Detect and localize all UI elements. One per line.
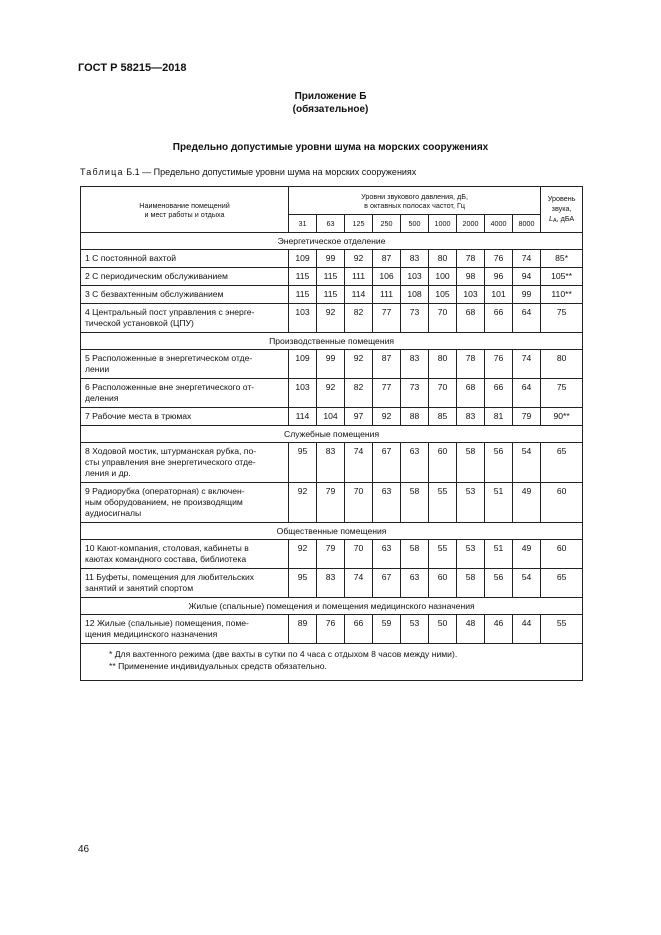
- sound-pressure-value: 74: [513, 350, 541, 379]
- room-name: 1 С постоянной вахтой: [81, 250, 289, 268]
- sound-pressure-value: 87: [373, 350, 401, 379]
- table-caption-number: Б.1: [126, 167, 140, 177]
- sound-pressure-value: 59: [373, 615, 401, 644]
- column-header-sound-level: Уровень звука, LA, дБА: [541, 187, 583, 233]
- sound-pressure-value: 94: [513, 268, 541, 286]
- sound-pressure-value: 83: [457, 408, 485, 426]
- sound-pressure-value: 103: [289, 304, 317, 333]
- sound-pressure-value: 106: [373, 268, 401, 286]
- table-row: [81, 286, 583, 304]
- sound-pressure-value: 92: [289, 483, 317, 523]
- room-name: 7 Рабочие места в трюмах: [81, 408, 289, 426]
- sound-level-value: 80: [541, 350, 583, 379]
- room-name: 11 Буфеты, помещения для любительских занятий и занятий спортом: [81, 569, 289, 598]
- sound-pressure-value: 83: [401, 250, 429, 268]
- sound-pressure-value: 58: [457, 443, 485, 483]
- sound-pressure-value: 68: [457, 379, 485, 408]
- sound-pressure-value: 97: [345, 408, 373, 426]
- sound-pressure-value: 63: [401, 443, 429, 483]
- sound-pressure-value: 76: [317, 615, 345, 644]
- sound-pressure-value: 66: [485, 379, 513, 408]
- sound-level-value: 110**: [541, 286, 583, 304]
- sound-pressure-value: 54: [513, 443, 541, 483]
- sound-pressure-value: 66: [485, 304, 513, 333]
- sound-pressure-value: 109: [289, 250, 317, 268]
- sound-pressure-value: 53: [401, 615, 429, 644]
- sound-pressure-value: 92: [317, 379, 345, 408]
- sound-pressure-value: 115: [289, 268, 317, 286]
- section-row: [81, 598, 583, 615]
- table-row: [81, 304, 583, 333]
- room-name: 2 С периодическим обслуживанием: [81, 268, 289, 286]
- sound-pressure-value: 74: [345, 569, 373, 598]
- noise-levels-table: [80, 186, 583, 681]
- section-title: Жилые (спальные) помещения и помещения медицинского назначения: [81, 598, 583, 615]
- table-row: [81, 615, 583, 644]
- sound-pressure-value: 74: [345, 443, 373, 483]
- sound-level-value: 85*: [541, 250, 583, 268]
- sound-pressure-value: 77: [373, 379, 401, 408]
- sound-pressure-value: 96: [485, 268, 513, 286]
- sound-pressure-value: 63: [373, 540, 401, 569]
- section-title: Служебные помещения: [81, 426, 583, 443]
- sound-level-value: 75: [541, 379, 583, 408]
- sound-pressure-value: 82: [345, 379, 373, 408]
- sound-pressure-value: 73: [401, 379, 429, 408]
- section-row: [81, 233, 583, 250]
- sound-pressure-value: 115: [317, 286, 345, 304]
- sound-pressure-value: 49: [513, 540, 541, 569]
- sound-pressure-value: 100: [429, 268, 457, 286]
- sound-pressure-value: 70: [429, 304, 457, 333]
- sound-pressure-value: 83: [401, 350, 429, 379]
- sound-pressure-value: 51: [485, 483, 513, 523]
- table-caption: [80, 167, 416, 177]
- sound-pressure-value: 83: [317, 569, 345, 598]
- sound-pressure-value: 60: [429, 569, 457, 598]
- section-title: Производственные помещения: [81, 333, 583, 350]
- room-name: 9 Радиорубка (операторная) с включен- ным оборудованием, не производящим аудиосигналы: [81, 483, 289, 523]
- sound-pressure-value: 53: [457, 540, 485, 569]
- sound-pressure-value: 58: [457, 569, 485, 598]
- table-row: [81, 569, 583, 598]
- sound-pressure-value: 63: [401, 569, 429, 598]
- sound-pressure-value: 73: [401, 304, 429, 333]
- sound-pressure-value: 111: [373, 286, 401, 304]
- sound-pressure-value: 58: [401, 483, 429, 523]
- sound-pressure-value: 79: [513, 408, 541, 426]
- sound-pressure-value: 58: [401, 540, 429, 569]
- column-header-name: Наименование помещений и мест работы и отдыха: [81, 187, 289, 233]
- room-name: 4 Центральный пост управления с энерге- тической установкой (ЦПУ): [81, 304, 289, 333]
- frequency-header: 125: [345, 215, 373, 233]
- sound-pressure-value: 115: [289, 286, 317, 304]
- sound-pressure-value: 103: [401, 268, 429, 286]
- sound-pressure-value: 66: [345, 615, 373, 644]
- sound-pressure-value: 81: [485, 408, 513, 426]
- sound-pressure-value: 55: [429, 540, 457, 569]
- sound-level-value: 60: [541, 483, 583, 523]
- sound-pressure-value: 64: [513, 304, 541, 333]
- document-id: ГОСТ Р 58215—2018: [78, 62, 187, 74]
- table-note: * Для вахтенного режима (две вахты в сутки по 4 часа с отдыхом 8 часов между ними).: [109, 649, 458, 659]
- sound-pressure-value: 99: [513, 286, 541, 304]
- sound-pressure-value: 78: [457, 350, 485, 379]
- frequency-header: 250: [373, 215, 401, 233]
- sound-pressure-value: 103: [289, 379, 317, 408]
- sound-pressure-value: 56: [485, 569, 513, 598]
- sound-pressure-value: 92: [373, 408, 401, 426]
- sound-pressure-value: 92: [317, 304, 345, 333]
- section-row: [81, 523, 583, 540]
- table-row: [81, 483, 583, 523]
- sound-pressure-value: 74: [513, 250, 541, 268]
- frequency-header: 500: [401, 215, 429, 233]
- sound-level-value: 105**: [541, 268, 583, 286]
- sound-pressure-value: 114: [345, 286, 373, 304]
- sound-pressure-value: 70: [429, 379, 457, 408]
- table-row: [81, 350, 583, 379]
- sound-pressure-value: 80: [429, 350, 457, 379]
- table-caption-label: Таблица: [80, 167, 124, 177]
- sound-pressure-value: 92: [345, 250, 373, 268]
- sound-pressure-value: 51: [485, 540, 513, 569]
- frequency-header: 31: [289, 215, 317, 233]
- sound-pressure-value: 78: [457, 250, 485, 268]
- sound-level-value: 65: [541, 443, 583, 483]
- sound-pressure-value: 109: [289, 350, 317, 379]
- sound-pressure-value: 67: [373, 443, 401, 483]
- sound-pressure-value: 79: [317, 540, 345, 569]
- sound-pressure-value: 50: [429, 615, 457, 644]
- table-row: [81, 268, 583, 286]
- sound-pressure-value: 92: [289, 540, 317, 569]
- table-notes: [81, 644, 583, 681]
- frequency-header: 2000: [457, 215, 485, 233]
- sound-pressure-value: 63: [373, 483, 401, 523]
- main-title: Предельно допустимые уровни шума на морских сооружениях: [172, 142, 489, 153]
- section-title: Энергетическое отделение: [81, 233, 583, 250]
- appendix-title: Приложение Б: [294, 91, 367, 102]
- sound-pressure-value: 83: [317, 443, 345, 483]
- sound-pressure-value: 64: [513, 379, 541, 408]
- sound-level-value: 55: [541, 615, 583, 644]
- sound-pressure-value: 95: [289, 443, 317, 483]
- sound-pressure-value: 108: [401, 286, 429, 304]
- sound-pressure-value: 87: [373, 250, 401, 268]
- table-row: [81, 540, 583, 569]
- table-row: [81, 443, 583, 483]
- sound-pressure-value: 48: [457, 615, 485, 644]
- section-row: [81, 333, 583, 350]
- sound-pressure-value: 67: [373, 569, 401, 598]
- sound-pressure-value: 53: [457, 483, 485, 523]
- sound-level-value: 60: [541, 540, 583, 569]
- sound-level-value: 75: [541, 304, 583, 333]
- sound-pressure-value: 76: [485, 350, 513, 379]
- table-note: ** Применение индивидуальных средств обязательно.: [109, 661, 327, 671]
- room-name: 10 Кают-компания, столовая, кабинеты в каютах командного состава, библиотека: [81, 540, 289, 569]
- table-row: [81, 379, 583, 408]
- sound-pressure-value: 70: [345, 540, 373, 569]
- sound-level-value: 90**: [541, 408, 583, 426]
- sound-pressure-value: 46: [485, 615, 513, 644]
- room-name: 6 Расположенные вне энергетического от- деления: [81, 379, 289, 408]
- sound-pressure-value: 77: [373, 304, 401, 333]
- room-name: 8 Ходовой мостик, штурманская рубка, по- сты управления вне энергетического отде- ления и др.: [81, 443, 289, 483]
- sound-pressure-value: 49: [513, 483, 541, 523]
- sound-level-value: 65: [541, 569, 583, 598]
- frequency-header: 8000: [513, 215, 541, 233]
- sound-pressure-value: 56: [485, 443, 513, 483]
- column-header-sound-pressure: Уровни звукового давления, дБ, в октавных полосах частот, Гц: [289, 187, 541, 215]
- sound-pressure-value: 101: [485, 286, 513, 304]
- sound-pressure-value: 60: [429, 443, 457, 483]
- sound-pressure-value: 115: [317, 268, 345, 286]
- section-title: Общественные помещения: [81, 523, 583, 540]
- appendix-status: (обязательное): [292, 104, 369, 115]
- frequency-header: 1000: [429, 215, 457, 233]
- sound-pressure-value: 80: [429, 250, 457, 268]
- sound-pressure-value: 79: [317, 483, 345, 523]
- room-name: 3 С безвахтенным обслуживанием: [81, 286, 289, 304]
- table-row: [81, 250, 583, 268]
- section-row: [81, 426, 583, 443]
- sound-pressure-value: 92: [345, 350, 373, 379]
- sound-pressure-value: 82: [345, 304, 373, 333]
- sound-pressure-value: 89: [289, 615, 317, 644]
- notes-row: [81, 644, 583, 681]
- sound-pressure-value: 98: [457, 268, 485, 286]
- frequency-header: 63: [317, 215, 345, 233]
- sound-pressure-value: 103: [457, 286, 485, 304]
- sound-pressure-value: 70: [345, 483, 373, 523]
- table-caption-text: — Предельно допустимые уровни шума на морских сооружениях: [142, 167, 417, 177]
- page-number: 46: [78, 844, 90, 855]
- sound-pressure-value: 105: [429, 286, 457, 304]
- sound-pressure-value: 111: [345, 268, 373, 286]
- room-name: 12 Жилые (спальные) помещения, поме- щения медицинского назначения: [81, 615, 289, 644]
- frequency-header: 4000: [485, 215, 513, 233]
- sound-pressure-value: 76: [485, 250, 513, 268]
- sound-pressure-value: 99: [317, 350, 345, 379]
- room-name: 5 Расположенные в энергетическом отде- лении: [81, 350, 289, 379]
- sound-pressure-value: 88: [401, 408, 429, 426]
- sound-pressure-value: 104: [317, 408, 345, 426]
- sound-pressure-value: 85: [429, 408, 457, 426]
- sound-pressure-value: 95: [289, 569, 317, 598]
- sound-pressure-value: 99: [317, 250, 345, 268]
- sound-pressure-value: 55: [429, 483, 457, 523]
- sound-pressure-value: 68: [457, 304, 485, 333]
- table-row: [81, 408, 583, 426]
- sound-pressure-value: 44: [513, 615, 541, 644]
- sound-pressure-value: 114: [289, 408, 317, 426]
- sound-pressure-value: 54: [513, 569, 541, 598]
